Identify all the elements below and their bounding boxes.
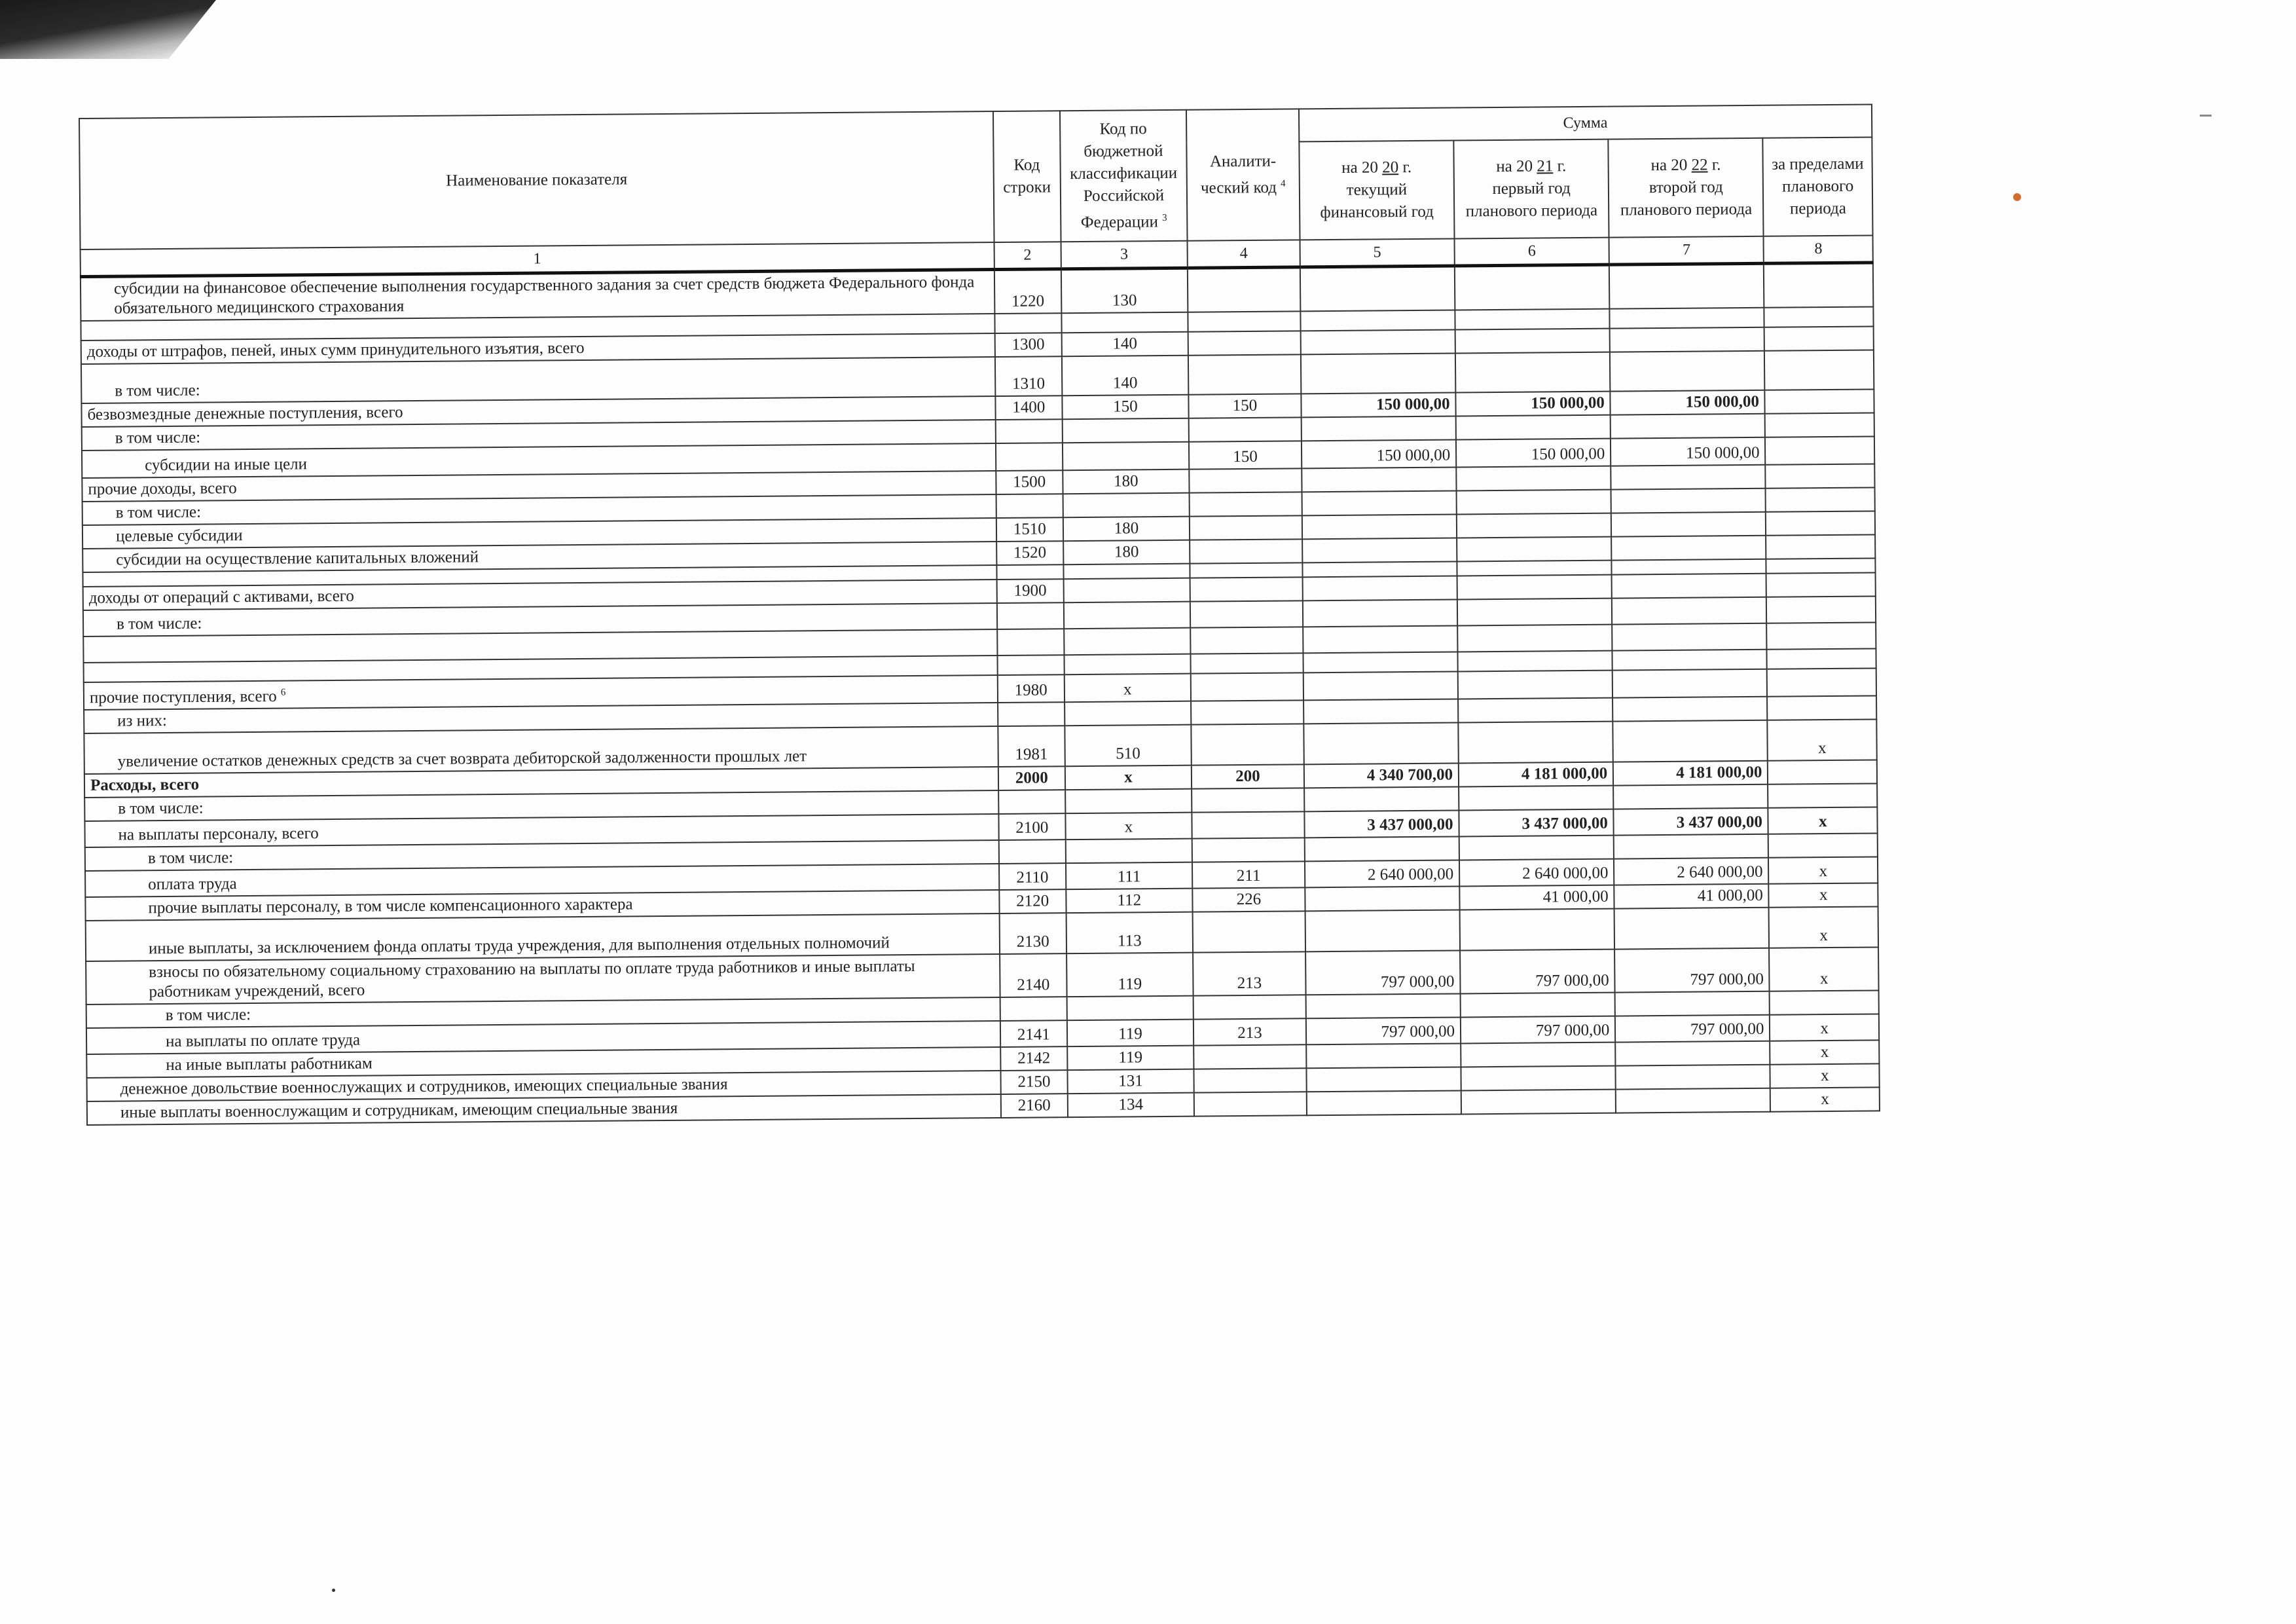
sum-second-plan-year-cell xyxy=(1615,1041,1770,1066)
budget-form-page xyxy=(79,103,1882,1309)
analytic-code-cell xyxy=(1188,267,1300,312)
sum-second-plan-year-cell xyxy=(1612,574,1766,599)
sum-first-plan-year-cell: 150 000,00 xyxy=(1456,439,1611,468)
row-name: субсидии на финансовое обеспечение выполнения государственного задания за счет средств бюджета Федерального фонда обязательного медицинского страхования xyxy=(113,273,975,318)
sum-first-plan-year-cell xyxy=(1458,698,1613,723)
analytic-code-cell xyxy=(1191,673,1303,701)
row-name: в том числе: xyxy=(115,503,202,522)
sum-first-plan-year-cell xyxy=(1455,329,1610,354)
analytic-code-cell xyxy=(1190,515,1302,540)
code-cell: 1300 xyxy=(994,333,1061,357)
budget-table xyxy=(79,103,1880,1126)
sum-current-year-cell xyxy=(1301,353,1456,394)
budget-code-cell: 119 xyxy=(1066,953,1194,997)
sum-beyond-cell: х xyxy=(1769,883,1878,908)
header-name: Наименование показателя xyxy=(79,111,994,249)
code-cell: 2000 xyxy=(998,767,1065,791)
row-name: прочие выплаты персоналу, в том числе компенсационного характера xyxy=(148,895,633,917)
sum-beyond-cell xyxy=(1764,263,1873,308)
budget-code-cell xyxy=(1063,493,1190,518)
budget-code-cell: х xyxy=(1065,813,1192,840)
sum-first-plan-year-cell: 797 000,00 xyxy=(1460,950,1615,994)
sum-current-year-cell: 797 000,00 xyxy=(1306,1018,1461,1045)
header-sum: Сумма xyxy=(1299,104,1872,141)
row-name: целевые субсидии xyxy=(115,526,243,545)
sum-current-year-cell xyxy=(1306,1067,1461,1092)
analytic-code-cell xyxy=(1194,1045,1306,1069)
sum-current-year-cell xyxy=(1303,723,1459,765)
sum-current-year-cell xyxy=(1302,490,1456,515)
sum-current-year-cell: 150 000,00 xyxy=(1302,439,1457,468)
analytic-code-cell xyxy=(1191,653,1303,673)
sum-second-plan-year-cell: 41 000,00 xyxy=(1614,884,1769,909)
sum-current-year-cell xyxy=(1305,887,1459,912)
sum-beyond-cell: х xyxy=(1768,720,1877,761)
sum-beyond-cell xyxy=(1764,350,1874,390)
sum-beyond-cell: х xyxy=(1770,1014,1879,1041)
sum-current-year-cell xyxy=(1302,416,1456,441)
scan-speck-orange xyxy=(2013,193,2021,201)
row-name: в том числе: xyxy=(115,381,200,400)
sum-beyond-cell xyxy=(1768,784,1878,808)
code-cell: 1400 xyxy=(995,396,1062,420)
sum-second-plan-year-cell xyxy=(1616,1088,1770,1113)
sum-current-year-cell xyxy=(1305,837,1459,862)
sum-second-plan-year-cell xyxy=(1613,784,1768,809)
sum-second-plan-year-cell: 2 640 000,00 xyxy=(1614,858,1769,885)
row-name: в том числе: xyxy=(118,799,204,818)
budget-code-cell: х xyxy=(1065,766,1192,790)
sum-beyond-cell xyxy=(1766,464,1875,488)
sum-beyond-cell xyxy=(1765,389,1874,413)
code-cell: 2100 xyxy=(998,814,1065,841)
header-analytic-code: Аналити- ческий код $^4$ xyxy=(1186,109,1300,240)
code-cell: 2150 xyxy=(1000,1071,1067,1095)
row-name: в том числе: xyxy=(115,428,201,447)
row-name: на выплаты по оплате труда xyxy=(165,1031,361,1051)
row-name: в том числе: xyxy=(147,849,234,868)
row-name: иные выплаты военнослужащим и сотрудникам, имеющим специальные звания xyxy=(120,1099,678,1122)
code-cell xyxy=(999,840,1066,864)
analytic-code-cell: 200 xyxy=(1192,765,1304,789)
sum-first-plan-year-cell xyxy=(1458,651,1613,672)
sum-first-plan-year-cell xyxy=(1457,537,1611,562)
sum-beyond-cell xyxy=(1765,413,1874,437)
row-name: оплата труда xyxy=(148,875,237,894)
sum-second-plan-year-cell xyxy=(1613,720,1768,762)
sum-first-plan-year-cell xyxy=(1457,599,1613,626)
budget-code-cell: х xyxy=(1065,674,1192,703)
budget-code-cell xyxy=(1064,654,1190,675)
sum-first-plan-year-cell xyxy=(1457,575,1612,600)
sum-current-year-cell xyxy=(1306,1044,1461,1069)
budget-code-cell: 113 xyxy=(1066,912,1193,954)
sum-first-plan-year-cell xyxy=(1459,786,1613,811)
sum-beyond-cell xyxy=(1767,648,1876,669)
budget-code-cell xyxy=(1061,312,1188,333)
sum-beyond-cell xyxy=(1764,306,1874,327)
table-body xyxy=(81,263,1880,1125)
sum-second-plan-year-cell: 797 000,00 xyxy=(1615,1015,1770,1043)
sum-second-plan-year-cell xyxy=(1612,597,1767,625)
budget-code-cell xyxy=(1064,602,1191,629)
sum-second-plan-year-cell xyxy=(1610,351,1765,392)
budget-code-cell xyxy=(1063,578,1190,603)
row-name: из них: xyxy=(117,712,168,730)
header-code-line: Код строки xyxy=(993,111,1061,242)
budget-code-cell: 131 xyxy=(1067,1069,1194,1094)
analytic-code-cell xyxy=(1190,539,1302,563)
sum-first-plan-year-cell: 4 181 000,00 xyxy=(1459,762,1613,787)
sum-beyond-cell: х xyxy=(1770,1041,1880,1065)
budget-code-cell: 134 xyxy=(1068,1093,1195,1118)
analytic-code-cell xyxy=(1190,563,1302,578)
analytic-code-cell: 213 xyxy=(1193,952,1305,996)
budget-code-cell: 510 xyxy=(1065,725,1192,767)
analytic-code-cell xyxy=(1191,724,1303,766)
col-number: 4 xyxy=(1188,240,1300,268)
budget-code-cell: 140 xyxy=(1061,332,1188,357)
sum-second-plan-year-cell: 150 000,00 xyxy=(1611,390,1765,415)
sum-first-plan-year-cell xyxy=(1461,993,1615,1018)
analytic-code-cell: 150 xyxy=(1189,441,1302,469)
budget-code-cell: 140 xyxy=(1062,356,1189,396)
row-name: на выплаты персоналу, всего xyxy=(118,824,319,844)
row-name: субсидии на осуществление капитальных вложений xyxy=(116,548,479,569)
sum-beyond-cell: х xyxy=(1769,907,1878,948)
code-cell xyxy=(996,564,1063,580)
sum-second-plan-year-cell: 4 181 000,00 xyxy=(1613,761,1768,786)
code-cell: 2140 xyxy=(1000,954,1067,998)
budget-code-cell xyxy=(1064,628,1191,655)
code-cell: 1500 xyxy=(996,470,1063,494)
row-name-cell xyxy=(81,270,994,321)
sum-second-plan-year-cell xyxy=(1611,536,1766,561)
sum-beyond-cell xyxy=(1765,436,1874,464)
sum-current-year-cell: 797 000,00 xyxy=(1305,951,1461,995)
analytic-code-cell xyxy=(1192,812,1304,839)
code-cell xyxy=(997,629,1064,655)
sum-current-year-cell xyxy=(1300,310,1455,331)
col-number: 3 xyxy=(1061,241,1188,269)
budget-code-cell xyxy=(1063,442,1190,471)
sum-current-year-cell xyxy=(1304,787,1459,812)
sum-current-year-cell xyxy=(1303,699,1458,724)
col-number: 7 xyxy=(1609,236,1764,265)
footnote-mark: 6 xyxy=(280,687,286,698)
sum-second-plan-year-cell: 3 437 000,00 xyxy=(1614,808,1769,836)
sum-first-plan-year-cell xyxy=(1456,466,1611,491)
sum-current-year-cell xyxy=(1302,467,1456,492)
code-cell xyxy=(996,494,1063,518)
analytic-code-cell xyxy=(1191,701,1303,725)
code-cell: 1220 xyxy=(994,269,1062,314)
sum-first-plan-year-cell xyxy=(1461,1066,1616,1091)
sum-second-plan-year-cell xyxy=(1615,991,1770,1016)
sum-second-plan-year-cell xyxy=(1609,263,1764,308)
analytic-code-cell xyxy=(1190,492,1302,516)
sum-first-plan-year-cell: 3 437 000,00 xyxy=(1459,809,1614,837)
budget-code-cell: 130 xyxy=(1061,268,1188,313)
col-number: 2 xyxy=(994,242,1061,269)
budget-code-cell: 180 xyxy=(1063,470,1190,494)
budget-code-cell xyxy=(1065,701,1192,726)
budget-code-cell: 150 xyxy=(1062,395,1189,420)
sum-current-year-cell xyxy=(1300,266,1455,311)
scan-mark xyxy=(2200,115,2212,117)
code-cell: 1900 xyxy=(996,579,1063,603)
sum-beyond-cell: х xyxy=(1770,1064,1880,1088)
analytic-code-cell xyxy=(1189,468,1302,492)
scan-shadow xyxy=(0,0,216,59)
col-number: 6 xyxy=(1455,238,1610,266)
sum-second-plan-year-cell xyxy=(1611,489,1766,513)
code-cell: 2142 xyxy=(1000,1047,1067,1071)
sum-first-plan-year-cell xyxy=(1461,1043,1615,1067)
sum-second-plan-year-cell: 797 000,00 xyxy=(1614,948,1770,993)
row-name: прочие поступления, всего xyxy=(89,687,277,707)
analytic-code-cell xyxy=(1190,627,1303,654)
sum-first-plan-year-cell xyxy=(1455,309,1609,330)
sum-first-plan-year-cell: 797 000,00 xyxy=(1461,1016,1616,1044)
sum-first-plan-year-cell xyxy=(1457,625,1613,652)
sum-current-year-cell xyxy=(1302,538,1457,563)
row-name: доходы от операций с активами, всего xyxy=(88,587,354,607)
row-name: доходы от штрафов, пеней, иных сумм принудительного изъятия, всего xyxy=(86,339,585,361)
scan-speck xyxy=(332,1589,335,1592)
code-cell: 1981 xyxy=(998,726,1065,767)
sum-second-plan-year-cell xyxy=(1610,327,1764,352)
budget-code-cell: 119 xyxy=(1067,1046,1194,1071)
sum-beyond-cell xyxy=(1766,487,1875,511)
code-cell: 2110 xyxy=(999,864,1066,891)
code-cell xyxy=(994,313,1061,333)
sum-beyond-cell: х xyxy=(1768,807,1878,834)
sum-first-plan-year-cell xyxy=(1455,265,1610,310)
analytic-code-cell xyxy=(1192,788,1304,813)
sum-current-year-cell xyxy=(1305,910,1460,952)
analytic-code-cell: 213 xyxy=(1194,1019,1306,1046)
sum-current-year-cell xyxy=(1303,625,1458,653)
sum-current-year-cell: 3 437 000,00 xyxy=(1304,811,1459,838)
budget-code-cell xyxy=(1062,418,1189,443)
budget-code-cell: 112 xyxy=(1066,889,1193,913)
analytic-code-cell xyxy=(1194,995,1306,1020)
sum-beyond-cell: х xyxy=(1770,1088,1880,1112)
sum-second-plan-year-cell xyxy=(1616,1065,1770,1090)
sum-first-plan-year-cell: 150 000,00 xyxy=(1455,392,1610,416)
sum-beyond-cell xyxy=(1768,760,1877,784)
sum-current-year-cell xyxy=(1302,514,1457,539)
analytic-code-cell xyxy=(1188,354,1301,394)
row-name: в том числе: xyxy=(116,614,202,633)
sum-beyond-cell xyxy=(1767,668,1876,697)
sum-beyond-cell xyxy=(1766,534,1876,559)
analytic-code-cell xyxy=(1194,1069,1307,1093)
sum-current-year-cell: 150 000,00 xyxy=(1301,392,1455,417)
sum-first-plan-year-cell xyxy=(1457,561,1611,576)
sum-beyond-cell xyxy=(1766,572,1876,597)
analytic-code-cell: 226 xyxy=(1192,888,1305,912)
analytic-code-cell xyxy=(1194,1092,1307,1116)
sum-beyond-cell xyxy=(1766,596,1876,623)
code-cell: 1980 xyxy=(998,674,1065,703)
sum-first-plan-year-cell xyxy=(1459,836,1614,860)
row-name: увеличение остатков денежных средств за счет возврата дебиторской задолженности прошлых лет xyxy=(117,747,807,771)
code-cell: 1310 xyxy=(995,356,1062,396)
analytic-code-cell xyxy=(1188,311,1300,331)
header-beyond: за пределами планового периода xyxy=(1763,137,1873,236)
sum-current-year-cell xyxy=(1307,1091,1461,1116)
sum-beyond-cell xyxy=(1766,511,1875,535)
budget-code-cell xyxy=(1063,564,1190,580)
sum-first-plan-year-cell xyxy=(1460,909,1615,951)
col-number: 8 xyxy=(1764,235,1873,263)
sum-second-plan-year-cell xyxy=(1614,908,1770,950)
sum-second-plan-year-cell xyxy=(1613,650,1767,671)
row-name: Расходы, всего xyxy=(90,775,200,795)
sum-first-plan-year-cell xyxy=(1461,1090,1616,1115)
sum-beyond-cell xyxy=(1767,696,1876,720)
row-name: иные выплаты, за исключением фонда оплаты труда учреждения, для выполнения отдельных полномочий xyxy=(148,934,890,958)
sum-second-plan-year-cell xyxy=(1614,834,1768,859)
col-number: 1 xyxy=(81,242,994,276)
analytic-code-cell xyxy=(1188,331,1301,355)
sum-first-plan-year-cell xyxy=(1457,490,1611,515)
row-name: денежное довольствие военнослужащих и сотрудников, имеющих специальные звания xyxy=(120,1075,728,1098)
sum-second-plan-year-cell: 150 000,00 xyxy=(1611,437,1766,466)
row-name: субсидии на иные цели xyxy=(145,455,308,475)
budget-code-cell: 111 xyxy=(1066,862,1193,890)
sum-second-plan-year-cell xyxy=(1612,559,1766,575)
sum-current-year-cell xyxy=(1305,994,1460,1019)
analytic-code-cell xyxy=(1192,838,1305,862)
code-cell: 1510 xyxy=(996,517,1063,542)
sum-current-year-cell: 2 640 000,00 xyxy=(1305,860,1460,888)
sum-beyond-cell xyxy=(1767,622,1876,649)
code-cell: 1520 xyxy=(996,541,1063,565)
sum-first-plan-year-cell xyxy=(1458,722,1613,764)
analytic-code-cell xyxy=(1193,912,1305,953)
sum-beyond-cell xyxy=(1768,834,1878,858)
sum-beyond-cell: х xyxy=(1768,857,1878,884)
sum-second-plan-year-cell xyxy=(1611,512,1766,537)
budget-code-cell: 180 xyxy=(1063,540,1190,565)
sum-current-year-cell xyxy=(1303,599,1458,627)
sum-current-year-cell xyxy=(1303,652,1457,673)
table-header xyxy=(79,104,1873,276)
header-year1: на 20 20 г. текущий финансовый год xyxy=(1299,141,1454,240)
budget-code-cell: 119 xyxy=(1067,1020,1194,1047)
sum-first-plan-year-cell: 41 000,00 xyxy=(1459,885,1614,910)
sum-second-plan-year-cell xyxy=(1610,308,1764,329)
code-cell xyxy=(997,602,1064,629)
code-cell xyxy=(996,443,1063,471)
sum-beyond-cell: х xyxy=(1770,948,1879,991)
col-number: 5 xyxy=(1300,239,1455,267)
row-name-cell xyxy=(86,954,1000,1005)
code-cell xyxy=(1000,997,1066,1022)
header-budget-code: Код по бюджетной классификации Российской Федерации $^3$ xyxy=(1060,110,1188,242)
analytic-code-cell: 211 xyxy=(1192,862,1305,889)
sum-first-plan-year-cell xyxy=(1458,671,1613,699)
row-name-cell xyxy=(84,726,998,774)
budget-code-cell: 180 xyxy=(1063,517,1190,542)
code-cell: 2160 xyxy=(1001,1094,1068,1118)
code-cell xyxy=(997,655,1064,675)
analytic-code-cell xyxy=(1190,577,1303,601)
row-name: взносы по обязательному социальному страхованию на выплаты по оплате труда работников и иные выплаты работникам учреждений, всего xyxy=(149,957,915,1001)
row-name-cell xyxy=(81,357,995,403)
code-cell xyxy=(998,790,1065,815)
analytic-code-cell xyxy=(1189,417,1302,441)
sum-current-year-cell xyxy=(1300,329,1455,354)
row-name-cell xyxy=(86,913,1000,961)
sum-first-plan-year-cell xyxy=(1457,513,1611,538)
budget-code-cell xyxy=(1066,996,1194,1021)
sum-first-plan-year-cell xyxy=(1455,352,1611,393)
code-cell xyxy=(995,419,1062,443)
analytic-code-cell xyxy=(1190,600,1303,627)
header-year2: на 20 21 г. первый год планового периода xyxy=(1453,139,1609,239)
analytic-code-cell: 150 xyxy=(1188,394,1301,418)
budget-code-cell xyxy=(1065,789,1192,814)
sum-second-plan-year-cell xyxy=(1613,697,1767,722)
sum-first-plan-year-cell xyxy=(1456,415,1611,440)
row-name: на иные выплаты работникам xyxy=(166,1054,373,1075)
header-year3: на 20 22 г. второй год планового периода xyxy=(1609,138,1764,238)
budget-code-cell xyxy=(1066,839,1193,864)
sum-second-plan-year-cell xyxy=(1613,669,1768,698)
sum-current-year-cell xyxy=(1303,671,1459,700)
sum-current-year-cell xyxy=(1302,561,1457,577)
sum-current-year-cell xyxy=(1302,576,1457,600)
sum-first-plan-year-cell: 2 640 000,00 xyxy=(1459,859,1614,887)
code-cell: 2120 xyxy=(999,890,1066,914)
sum-beyond-cell xyxy=(1770,991,1879,1015)
row-name: прочие доходы, всего xyxy=(88,479,237,498)
sum-second-plan-year-cell xyxy=(1612,623,1767,651)
code-cell: 2130 xyxy=(999,913,1066,955)
sum-second-plan-year-cell xyxy=(1611,465,1766,490)
sum-beyond-cell xyxy=(1766,558,1876,573)
code-cell: 2141 xyxy=(1000,1021,1067,1048)
row-name: в том числе: xyxy=(165,1006,251,1025)
row-name: безвозмездные денежные поступления, всего xyxy=(87,403,403,424)
sum-current-year-cell: 4 340 700,00 xyxy=(1304,764,1459,788)
sum-beyond-cell xyxy=(1764,326,1874,350)
code-cell xyxy=(998,703,1065,727)
sum-second-plan-year-cell xyxy=(1611,414,1765,439)
